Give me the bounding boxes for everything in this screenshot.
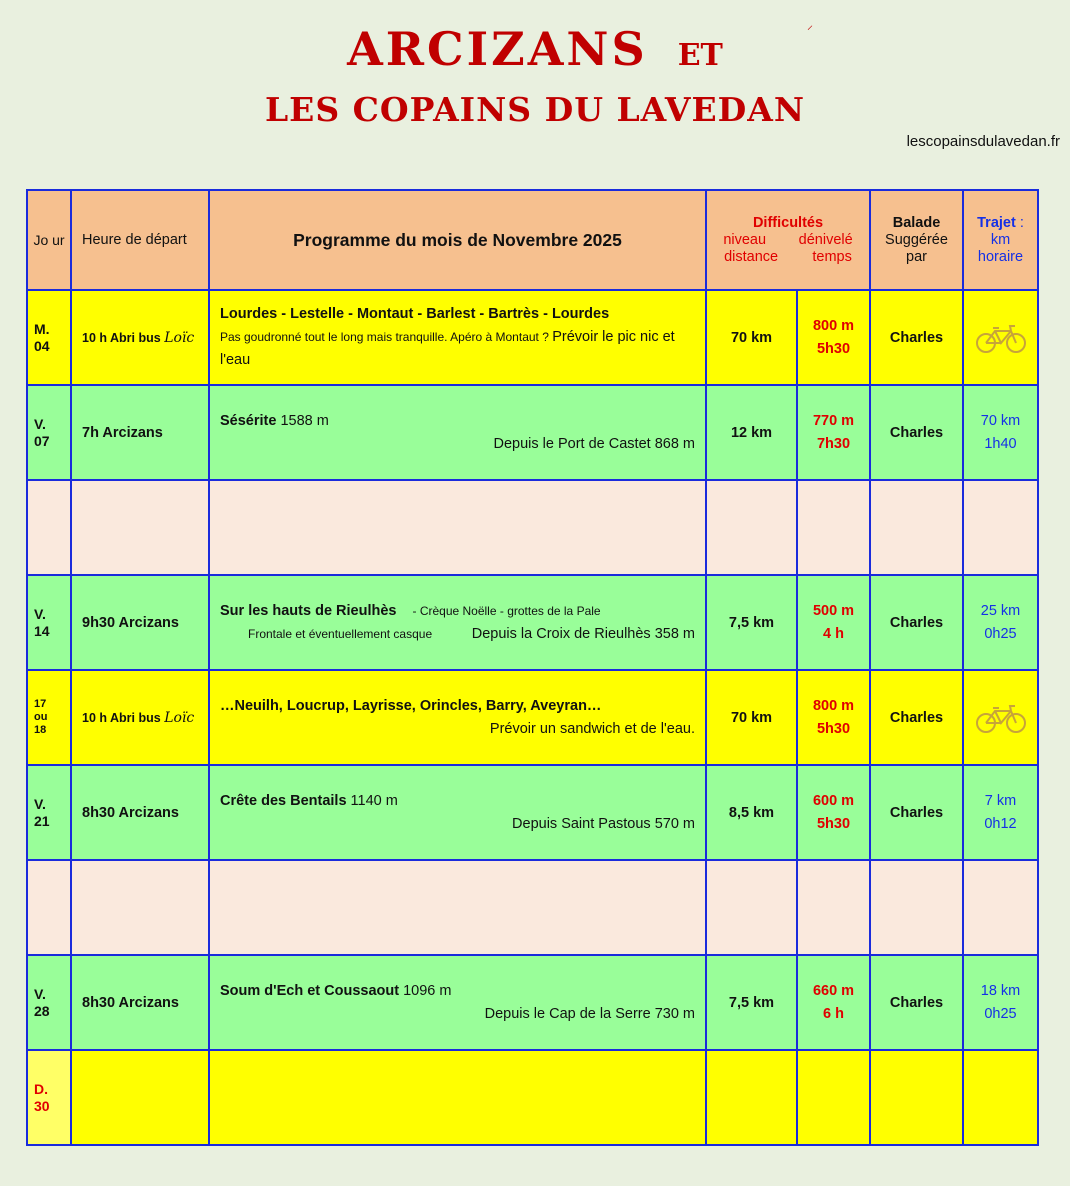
elevation-value: 500 m <box>812 602 855 619</box>
trajet-km: 70 km <box>980 412 1021 429</box>
elevation-cell <box>797 575 870 670</box>
trajet-cell <box>963 765 1038 860</box>
day-cell <box>27 765 71 860</box>
program-altitude: 1140 m <box>346 792 398 809</box>
departure-cell: 8h30 Arcizans <box>71 765 209 860</box>
empty-cell <box>963 860 1038 955</box>
empty-cell <box>27 860 71 955</box>
header-balade <box>870 190 963 290</box>
program-altitude: 1096 m <box>399 982 452 999</box>
trajet-cell <box>963 670 1038 765</box>
day-number: 28 <box>34 1002 50 1019</box>
program-title: Sur les hauts de Rieulhès <box>220 602 397 619</box>
program-cell <box>209 955 706 1050</box>
distance-cell: 70 km <box>706 670 797 765</box>
table-header-row <box>27 190 1038 290</box>
page-title <box>0 22 1070 76</box>
title-arcizans: ARCIZANS <box>347 22 648 76</box>
header-difficultes-label: Difficultés <box>752 214 824 231</box>
day-cell <box>27 575 71 670</box>
header-horaire: horaire <box>977 248 1024 265</box>
duration-value: 7h30 <box>816 435 851 452</box>
day-label: D. <box>34 1080 48 1097</box>
table-row <box>27 1050 1038 1145</box>
program-start: Depuis la Croix de Rieulhès 358 m <box>471 625 695 642</box>
empty-cell <box>963 1050 1038 1145</box>
distance-cell: 7,5 km <box>706 955 797 1050</box>
trajet-km: 18 km <box>980 982 1021 999</box>
day-number: 30 <box>34 1097 50 1114</box>
empty-cell <box>209 860 706 955</box>
header-balade-3: par <box>906 248 927 265</box>
duration-value: 5h30 <box>816 720 851 737</box>
distance-cell: 70 km <box>706 290 797 385</box>
empty-cell <box>963 480 1038 575</box>
duration-value: 6 h <box>823 1005 844 1022</box>
trajet-cell <box>963 290 1038 385</box>
empty-cell <box>71 1050 209 1145</box>
empty-cell <box>209 1050 706 1145</box>
program-title: Lourdes - Lestelle - Montaut - Barlest - Bartrès - Lourdes <box>220 306 610 322</box>
elevation-value: 660 m <box>812 982 855 999</box>
trajet-cell <box>963 385 1038 480</box>
day-cell <box>27 385 71 480</box>
day-label: M. <box>34 320 50 337</box>
program-table <box>26 189 1039 1146</box>
day-label: V. <box>34 795 46 812</box>
table-row <box>27 955 1038 1050</box>
trajet-cell <box>963 955 1038 1050</box>
empty-cell <box>706 480 797 575</box>
header-programme: Programme du mois de Novembre 2025 <box>209 190 706 290</box>
program-note: Prévoir le pic nic et l'eau <box>220 329 675 368</box>
day-number: 04 <box>34 337 50 354</box>
departure-text: 10 h Abri bus <box>82 330 165 345</box>
elevation-cell <box>797 385 870 480</box>
trajet-time: 0h12 <box>984 815 1017 832</box>
day-label: V. <box>34 985 46 1002</box>
guide-cell: Charles <box>870 765 963 860</box>
elevation-value: 770 m <box>812 412 855 429</box>
day-or: ou <box>34 711 48 723</box>
header-niveau: niveau <box>723 231 767 248</box>
empty-cell <box>797 860 870 955</box>
header-distance: distance <box>724 248 779 265</box>
program-cell <box>209 670 706 765</box>
empty-cell <box>71 860 209 955</box>
trajet-km: 25 km <box>980 602 1021 619</box>
header-balade-2: Suggérée <box>885 231 948 248</box>
table-row <box>27 290 1038 385</box>
program-start: Depuis le Cap de la Serre 730 m <box>484 1005 695 1022</box>
program-note: Prévoir un sandwich et de l'eau. <box>489 720 695 737</box>
header-denivele: dénivelé <box>798 231 853 248</box>
table-row <box>27 765 1038 860</box>
program-start: Depuis le Port de Castet 868 m <box>493 435 695 452</box>
header-temps: temps <box>812 248 852 265</box>
decoration-mark: ⸝ <box>807 18 814 32</box>
day-number: 14 <box>34 622 50 639</box>
guide-cell: Charles <box>870 385 963 480</box>
website-link[interactable]: lescopainsdulavedan.fr <box>906 133 1060 150</box>
program-cell <box>209 385 706 480</box>
trajet-time: 0h25 <box>984 625 1017 642</box>
table-row <box>27 575 1038 670</box>
departure-cell <box>71 670 209 765</box>
empty-cell <box>209 480 706 575</box>
program-note-small: Frontale et éventuellement casque <box>248 626 433 641</box>
day-number: 18 <box>34 724 47 736</box>
elevation-cell <box>797 765 870 860</box>
day-cell <box>27 955 71 1050</box>
day-cell <box>27 290 71 385</box>
header-km: km <box>990 231 1011 248</box>
empty-cell <box>870 480 963 575</box>
empty-cell <box>870 1050 963 1145</box>
day-label: V. <box>34 605 46 622</box>
duration-value: 5h30 <box>816 340 851 357</box>
trajet-time: 1h40 <box>984 435 1017 452</box>
elevation-value: 800 m <box>812 317 855 334</box>
header-trajet <box>963 190 1038 290</box>
elevation-cell <box>797 290 870 385</box>
day-number: 07 <box>34 432 50 449</box>
header-trajet-colon: : <box>1015 214 1024 231</box>
elevation-cell <box>797 955 870 1050</box>
bicycle-icon <box>975 322 1027 354</box>
day-label: 17 <box>34 698 47 710</box>
header-difficultes <box>706 190 870 290</box>
program-title: Crête des Bentails <box>220 792 347 809</box>
program-cell <box>209 765 706 860</box>
guide-cell: Charles <box>870 290 963 385</box>
guide-cell: Charles <box>870 670 963 765</box>
elevation-value: 600 m <box>812 792 855 809</box>
guide-cell: Charles <box>870 575 963 670</box>
header-trajet-label: Trajet <box>977 214 1016 231</box>
departure-name: Loïc <box>164 709 195 726</box>
day-label: V. <box>34 415 46 432</box>
guide-cell: Charles <box>870 955 963 1050</box>
empty-cell <box>706 1050 797 1145</box>
departure-cell: 9h30 Arcizans <box>71 575 209 670</box>
day-cell <box>27 1050 71 1145</box>
program-cell <box>209 575 706 670</box>
departure-name: Loïc <box>164 329 195 346</box>
day-number: 21 <box>34 812 50 829</box>
program-cell <box>209 290 706 385</box>
empty-cell <box>797 1050 870 1145</box>
table-row <box>27 670 1038 765</box>
distance-cell: 7,5 km <box>706 575 797 670</box>
elevation-cell <box>797 670 870 765</box>
empty-cell <box>870 860 963 955</box>
distance-cell: 12 km <box>706 385 797 480</box>
elevation-value: 800 m <box>812 697 855 714</box>
departure-cell <box>71 290 209 385</box>
header-balade-1: Balade <box>892 214 941 231</box>
empty-cell <box>706 860 797 955</box>
table-row-empty <box>27 480 1038 575</box>
title-et: ET <box>677 38 723 73</box>
duration-value: 4 h <box>823 625 844 642</box>
trajet-time: 0h25 <box>984 1005 1017 1022</box>
empty-cell <box>797 480 870 575</box>
table-row-empty <box>27 860 1038 955</box>
program-note-small: Pas goudronné tout le long mais tranquille. Apéro à Montaut ? <box>220 330 553 344</box>
table-row <box>27 385 1038 480</box>
departure-cell: 8h30 Arcizans <box>71 955 209 1050</box>
day-cell <box>27 670 71 765</box>
duration-value: 5h30 <box>816 815 851 832</box>
program-title: Soum d'Ech et Coussaout <box>220 982 400 999</box>
empty-cell <box>71 480 209 575</box>
header-heure: Heure de départ <box>71 190 209 290</box>
empty-cell <box>27 480 71 575</box>
program-altitude: 1588 m <box>276 412 329 429</box>
trajet-cell <box>963 575 1038 670</box>
program-start: Depuis Saint Pastous 570 m <box>512 815 695 832</box>
program-title: …Neuilh, Loucrup, Layrisse, Orincles, Barry, Aveyran… <box>220 697 602 714</box>
header-jour-label: Jo ur <box>33 231 65 248</box>
departure-text: 10 h Abri bus <box>82 710 165 725</box>
trajet-km: 7 km <box>984 792 1017 809</box>
distance-cell: 8,5 km <box>706 765 797 860</box>
header-jour <box>27 190 71 290</box>
page-subtitle: LES COPAINS DU LAVEDAN <box>264 90 806 129</box>
departure-cell: 7h Arcizans <box>71 385 209 480</box>
bicycle-icon <box>975 702 1027 734</box>
program-extra: - Crèque Noëlle - grottes de la Pale <box>412 603 601 618</box>
program-title: Sésérite <box>220 412 277 429</box>
